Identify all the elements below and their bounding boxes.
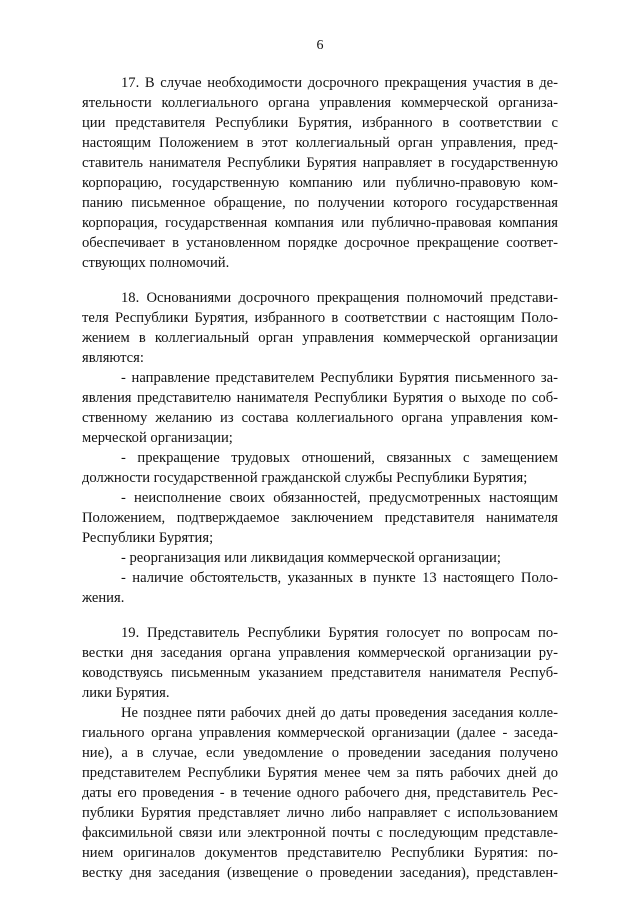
text-line: вестки дня заседания органа управления коммерческой организации ру- — [82, 645, 558, 661]
text-line: 18. Основаниями досрочного прекращения полномочий представи- — [121, 290, 558, 306]
text-line: даты его проведения - в течение одного рабочего дня, представитель Рес- — [82, 785, 558, 801]
text-line: факсимильной связи или электронной почты с последующим представле- — [82, 825, 558, 841]
text-line: панию письменное обращение, по получении которого государственная — [82, 195, 558, 211]
text-line: жением в коллегиальный орган управления коммерческой организации — [82, 330, 558, 346]
list-item-text: должности государственной гражданской службы Республики Бурятия; — [82, 470, 528, 486]
text-line: корпорацию, государственную компанию или публично-правовую ком- — [82, 175, 558, 191]
list-item-text: - прекращение трудовых отношений, связанных с замещением — [121, 450, 558, 466]
text-line: лики Бурятия. — [82, 685, 170, 701]
text-line: гиального органа управления коммерческой организации (далее - заседа- — [82, 725, 558, 741]
text-line: Не позднее пяти рабочих дней до даты проведения заседания колле- — [121, 705, 558, 721]
text-line: ние), а в случае, если уведомление о проведении заседания получено — [82, 745, 558, 761]
text-line: представителем Республики Бурятия менее чем за пять рабочих дней до — [82, 765, 558, 781]
list-item-text: Республики Бурятия; — [82, 530, 214, 546]
list-item-text: - реорганизация или ликвидация коммерческой организации; — [121, 550, 501, 566]
list-item-text: жения. — [82, 590, 125, 606]
text-line: ствующих полномочий. — [82, 255, 230, 271]
text-line: ставитель нанимателя Республики Бурятия направляет в государственную — [82, 155, 558, 171]
text-line: корпорация, государственная компания или публично-правовая компания — [82, 215, 558, 231]
list-item-text: - неисполнение своих обязанностей, предусмотренных настоящим — [121, 490, 558, 506]
text-line: теля Республики Бурятия, избранного в соответствии с настоящим Поло- — [82, 310, 558, 326]
text-line: ции представителя Республики Бурятия, избранного в соответствии с — [82, 115, 558, 131]
list-item-text: - наличие обстоятельств, указанных в пункте 13 настоящего Поло- — [121, 570, 558, 586]
text-line: ятельности коллегиального органа управления коммерческой организа- — [82, 95, 558, 111]
list-item-text: ственному желанию из состава коллегиального органа управления ком- — [82, 410, 558, 426]
page-number: 6 — [316, 38, 324, 53]
text-line: обеспечивает в установленном порядке досрочное прекращение соответ- — [82, 235, 558, 251]
text-line: 17. В случае необходимости досрочного прекращения участия в де- — [121, 75, 558, 91]
text-line: нием оригиналов документов представителю Республики Бурятия: по- — [82, 845, 558, 861]
list-item-text: мерческой организации; — [82, 430, 233, 446]
text-line: публики Бурятия представляет лично либо направляет с использованием — [82, 805, 558, 821]
text-line: настоящим Положением в этот коллегиальный орган управления, пред- — [82, 135, 558, 151]
text-line: 19. Представитель Республики Бурятия голосует по вопросам по- — [121, 625, 558, 641]
text-line: вестку дня заседания (извещение о проведении заседания), представлен- — [82, 865, 558, 881]
text-line: ководствуясь письменным указанием представителя нанимателя Респуб- — [82, 665, 558, 681]
list-item-text: Положением, подтверждаемое заключением представителя нанимателя — [82, 510, 558, 526]
text-line: являются: — [82, 350, 144, 366]
list-item-text: - направление представителем Республики Бурятия письменного за- — [121, 370, 558, 386]
list-item-text: явления представителю нанимателя Республики Бурятия о выходе по соб- — [82, 390, 558, 406]
